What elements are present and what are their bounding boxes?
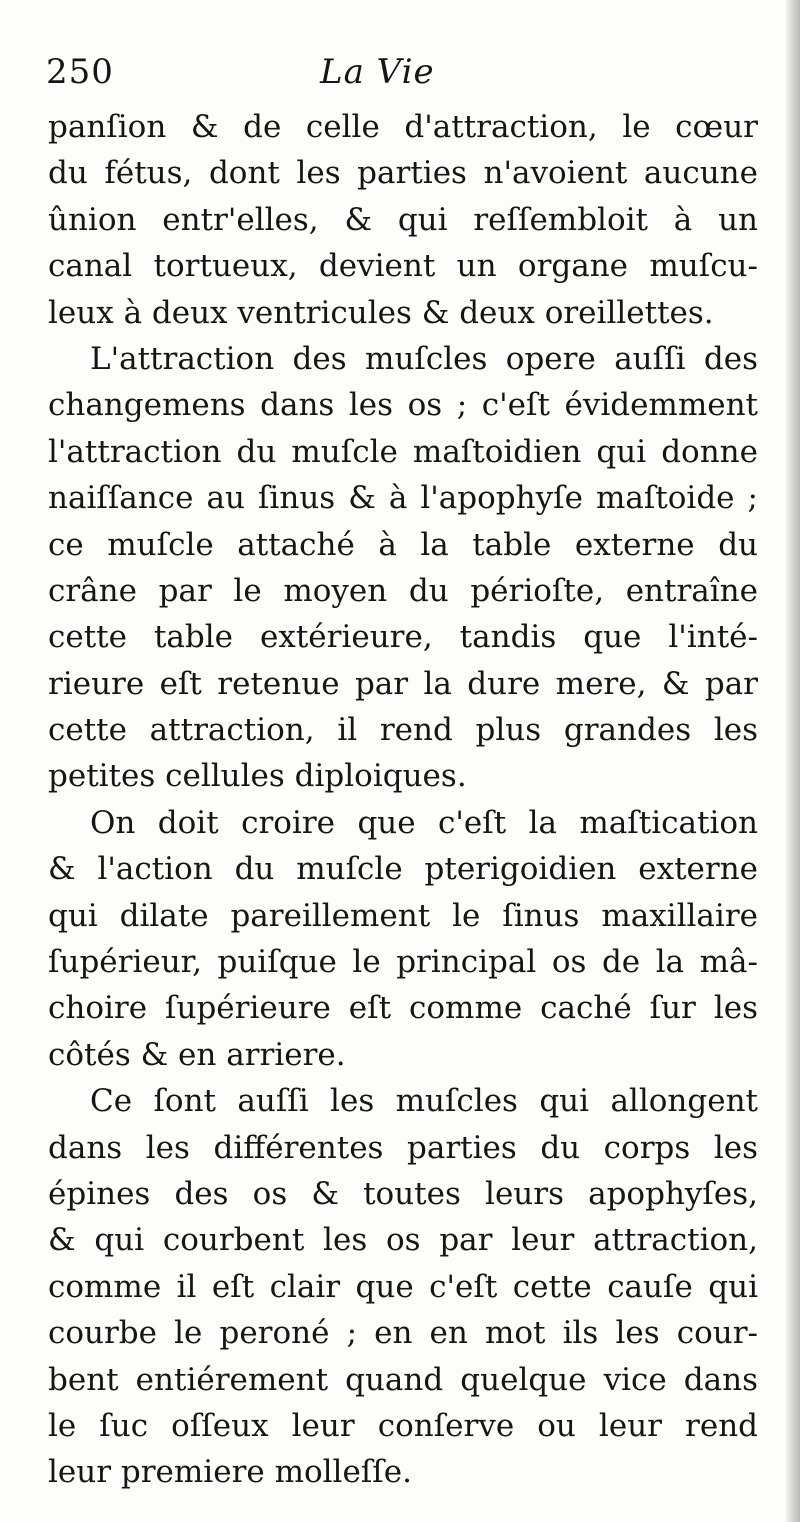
text-line: côtés & en arriere. — [48, 1036, 346, 1073]
text-line: naiſſance au ſinus & à l'apophyſe maſtoide ; — [48, 480, 758, 517]
text-line: leux à deux ventricules & deux oreillettes. — [48, 294, 714, 331]
text-line: ce muſcle attaché à la table externe du — [48, 526, 758, 563]
text-line: canal tortueux, devient un organe muſcu- — [48, 248, 758, 285]
text-line: le ſuc oſſeux leur conſerve ou leur rend — [48, 1407, 758, 1444]
text-line: & l'action du muſcle pterigoidien externe — [48, 851, 758, 888]
text-line: crâne par le moyen du périoſte, entraîne — [48, 572, 758, 609]
text-line: panſion & de celle d'attraction, le cœur — [48, 109, 758, 145]
page-edge-shadow — [786, 0, 800, 1522]
text-line: petites cellules diploiques. — [48, 758, 467, 795]
text-line: & qui courbent les os par leur attraction, — [48, 1222, 758, 1259]
text-line: l'attraction du muſcle maſtoidien qui donne — [48, 433, 758, 470]
text-line: choire ſupérieure eſt comme caché ſur les — [48, 990, 758, 1027]
text-line: rieure eſt retenue par la dure mere, & par — [48, 665, 758, 702]
text-line: On doit croire que c'eſt la maſtication — [90, 804, 758, 841]
text-line: bent entiérement quand quelque vice dans — [48, 1361, 758, 1398]
page-number: 250 — [46, 52, 114, 92]
text-line: changemens dans les os ; c'eſt évidemment — [48, 387, 758, 424]
text-line: comme il eſt clair que c'eſt cette cauſe qui — [48, 1268, 758, 1305]
text-line: dans les différentes parties du corps les — [48, 1129, 758, 1166]
page-header — [0, 52, 800, 102]
text-line: L'attraction des muſcles opere auſſi des — [90, 340, 758, 377]
running-head: La Vie — [320, 52, 435, 92]
text-line: cette attraction, il rend plus grandes les — [48, 712, 758, 749]
text-line: qui dilate pareillement le ſinus maxillaire — [48, 897, 758, 934]
text-line: du fétus, dont les parties n'avoient aucune — [48, 155, 758, 192]
text-line: courbe le peroné ; en en mot ils les cour- — [48, 1315, 758, 1352]
text-line: ûnion entr'elles, & qui reſſembloit à un — [48, 201, 758, 238]
text-line: cette table extérieure, tandis que l'inté- — [48, 619, 758, 656]
body-text — [48, 104, 758, 1496]
text-line: leur premiere molleſſe. — [48, 1454, 412, 1491]
text-line: épines des os & toutes leurs apophyſes, — [48, 1175, 758, 1212]
text-line: ſupérieur, puiſque le principal os de la mâ- — [48, 944, 758, 981]
text-line: Ce ſont auſſi les muſcles qui allongent — [90, 1083, 758, 1120]
